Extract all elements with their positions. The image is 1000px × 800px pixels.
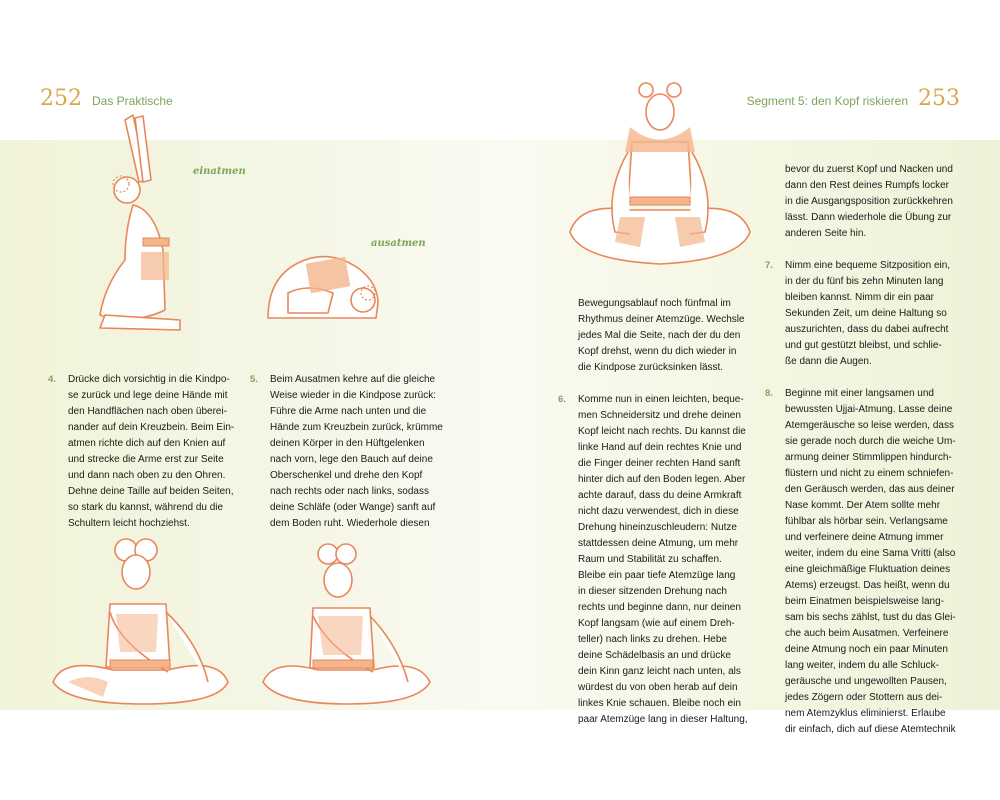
text-column-4 bbox=[765, 162, 970, 738]
text-column-3 bbox=[558, 296, 758, 728]
text-line: Sekunden Zeit, um deine Haltung so bbox=[785, 308, 947, 319]
text-line: Komme nun in einen leichten, beque- bbox=[578, 394, 744, 405]
text-line: Kopf leicht nach rechts. Du kannst die bbox=[578, 426, 746, 437]
text-line: den Handflächen nach oben überei- bbox=[68, 406, 228, 417]
text-line: bewussten Ujjai-Atmung. Lasse deine bbox=[785, 404, 953, 415]
continuation-paragraph bbox=[578, 296, 758, 376]
text-line: nander auf dein Kreuzbein. Beim Ein- bbox=[68, 422, 235, 433]
text-line: linkes Knie schauen. Bleibe noch ein bbox=[578, 698, 741, 709]
text-line: jedes Zögern oder Stottern aus dei- bbox=[785, 692, 943, 703]
text-line: anderen Seite hin. bbox=[785, 228, 867, 239]
text-line: dein Kinn ganz leicht nach unten, als bbox=[578, 666, 741, 677]
seated-twist-head-turn-illustration bbox=[258, 540, 438, 708]
text-line: und verfeinere deine Atmung immer bbox=[785, 532, 944, 543]
text-line: che auch beim Ausatmen. Verfeinere bbox=[785, 628, 949, 639]
right-page-header bbox=[747, 86, 960, 111]
text-line: dir einfach, dich auf diese Atemtechnik bbox=[785, 724, 956, 735]
step-5 bbox=[250, 372, 450, 532]
text-line: Atemgeräusche so leise werden, dass bbox=[785, 420, 954, 431]
text-line: deine Schläfe (oder Wange) sanft auf bbox=[270, 502, 436, 513]
text-line: lang weiter, indem du alle Schluck- bbox=[785, 660, 939, 671]
text-line: Rhythmus deiner Atemzüge. Wechsle bbox=[578, 314, 745, 325]
left-page-number: 252 bbox=[40, 86, 82, 111]
text-line: Raum und Stabilität zu schaffen. bbox=[578, 554, 722, 565]
step-number: 4. bbox=[48, 374, 56, 385]
text-line: fühlbar als hörbar sein. Verlangsame bbox=[785, 516, 948, 527]
text-line: Führe die Arme nach unten und die bbox=[270, 406, 427, 417]
text-line: jedes Mal die Seite, nach der du den bbox=[578, 330, 741, 341]
text-line: Schultern leicht hochziehst. bbox=[68, 518, 190, 529]
text-line: Drücke dich vorsichtig in die Kindpo- bbox=[68, 374, 230, 385]
text-column-2 bbox=[250, 372, 450, 532]
text-line: se zurück und lege deine Hände mit bbox=[68, 390, 228, 401]
right-running-title: Segment 5: den Kopf riskieren bbox=[746, 94, 908, 108]
step-6 bbox=[558, 392, 758, 728]
text-line: Bewegungsablauf noch fünfmal im bbox=[578, 298, 731, 309]
text-line: und gut gestützt bleibst, und schlie- bbox=[785, 340, 942, 351]
text-line: nach vorn, lege den Bauch auf deine bbox=[270, 454, 433, 465]
seated-meditation-illustration bbox=[560, 82, 760, 272]
text-line: beim Einatmen beispielsweise lang- bbox=[785, 596, 944, 607]
text-line: bleiben kannst. Nimm dir ein paar bbox=[785, 292, 934, 303]
text-line: paar Atemzüge lang in dieser Haltung, bbox=[578, 714, 748, 725]
left-page-header bbox=[40, 86, 173, 111]
text-line: sam bis sechs zählst, tust du das Glei- bbox=[785, 612, 956, 623]
text-line: eine gleichmäßige Fluktuation deines bbox=[785, 564, 951, 575]
text-line: atmen richte dich auf den Knien auf bbox=[68, 438, 226, 449]
step-8 bbox=[765, 386, 970, 738]
text-line: flüstern und nicht zu einem schniefen- bbox=[785, 468, 954, 479]
step-number: 8. bbox=[765, 388, 773, 399]
text-line: Bleibe ein paar tiefe Atemzüge lang bbox=[578, 570, 736, 581]
text-line: auszurichten, dass du dabei aufrecht bbox=[785, 324, 949, 335]
text-line: Oberschenkel und drehe den Kopf bbox=[270, 470, 423, 481]
text-line: ße dann die Augen. bbox=[785, 356, 872, 367]
text-line: Nimm eine bequeme Sitzposition ein, bbox=[785, 260, 951, 271]
text-line: die Finger deiner rechten Hand sanft bbox=[578, 458, 741, 469]
text-line: Beginne mit einer langsamen und bbox=[785, 388, 934, 399]
text-line: men Schneidersitz und drehe deinen bbox=[578, 410, 741, 421]
text-line: linke Hand auf dein rechtes Knie und bbox=[578, 442, 742, 453]
text-line: und dann nach oben zu den Ohren. bbox=[68, 470, 226, 481]
text-line: sie gerade noch durch die weiche Um- bbox=[785, 436, 956, 447]
step-number: 7. bbox=[765, 260, 773, 271]
text-line: dem Boden ruht. Wiederhole diesen bbox=[270, 518, 430, 529]
text-line: Nase kommt. Der Atem sollte mehr bbox=[785, 500, 941, 511]
text-line: lässt. Dann wiederhole die Übung zur bbox=[785, 212, 952, 223]
text-line: in dieser sitzenden Drehung nach bbox=[578, 586, 727, 597]
step-4 bbox=[48, 372, 248, 532]
text-line: und strecke die Arme erst zur Seite bbox=[68, 454, 224, 465]
text-line: stattdessen deine Atmung, um mehr bbox=[578, 538, 739, 549]
text-line: in der du fünf bis zehn Minuten lang bbox=[785, 276, 944, 287]
text-line: nem Atemzyklus eliminierst. Erlaube bbox=[785, 708, 946, 719]
text-line: weiter, indem du eine Sama Vritti (also bbox=[785, 548, 956, 559]
text-line: Weise wieder in die Kindpose zurück: bbox=[270, 390, 437, 401]
text-line: würdest du von oben herab auf dein bbox=[578, 682, 738, 693]
text-line: bevor du zuerst Kopf und Nacken und bbox=[785, 164, 953, 175]
continuation-paragraph-right bbox=[785, 162, 970, 242]
exhale-label: ausatmen bbox=[371, 238, 426, 249]
text-line: Beim Ausatmen kehre auf die gleiche bbox=[270, 374, 436, 385]
step-number: 5. bbox=[250, 374, 258, 385]
child-pose-illustration bbox=[258, 238, 388, 328]
text-line: nach rechts oder nach links, sodass bbox=[270, 486, 429, 497]
text-column-1 bbox=[48, 372, 248, 532]
text-line: den Geräusch werden, das aus deiner bbox=[785, 484, 955, 495]
text-line: Drehung hineinzuschleudern: Nutze bbox=[578, 522, 737, 533]
text-line: Kopf drehst, wenn du dich wieder in bbox=[578, 346, 737, 357]
seated-twist-right-illustration bbox=[48, 532, 238, 707]
text-line: Dehne deine Taille auf beiden Seiten, bbox=[68, 486, 234, 497]
text-line: deinen Körper in den Hüftgelenken bbox=[270, 438, 425, 449]
text-line: Kopf langsam (wie auf einem Dreh- bbox=[578, 618, 735, 629]
text-line: nicht dazu verwendest, dich in diese bbox=[578, 506, 739, 517]
text-line: geräusche und ungewollten Pausen, bbox=[785, 676, 947, 687]
text-line: Hände zum Kreuzbein zurück, krümme bbox=[270, 422, 443, 433]
kneeling-arms-up-illustration bbox=[85, 110, 195, 340]
text-line: die Kindpose zurücksinken lässt. bbox=[578, 362, 724, 373]
step-7 bbox=[765, 258, 970, 370]
step-number: 6. bbox=[558, 394, 566, 405]
left-running-title: Das Praktische bbox=[92, 94, 173, 108]
text-line: rechts und beginne dann, nur deinen bbox=[578, 602, 741, 613]
inhale-label: einatmen bbox=[193, 166, 246, 177]
text-line: achte darauf, dass du deine Armkraft bbox=[578, 490, 742, 501]
text-line: so stark du kannst, während du die bbox=[68, 502, 224, 513]
text-line: in die Ausgangsposition zurückkehren bbox=[785, 196, 953, 207]
text-line: deine Atmung noch ein paar Minuten bbox=[785, 644, 948, 655]
text-line: teller) nach links zu drehen. Hebe bbox=[578, 634, 727, 645]
text-line: Atems) erzeugst. Das heißt, wenn du bbox=[785, 580, 950, 591]
text-line: dann den Rest deines Rumpfs locker bbox=[785, 180, 949, 191]
text-line: armung deiner Stimmlippen hindurch- bbox=[785, 452, 952, 463]
text-line: deine Schädelbasis an und drücke bbox=[578, 650, 731, 661]
text-line: hinter dich auf den Boden legen. Aber bbox=[578, 474, 746, 485]
right-page-number: 253 bbox=[918, 86, 960, 111]
